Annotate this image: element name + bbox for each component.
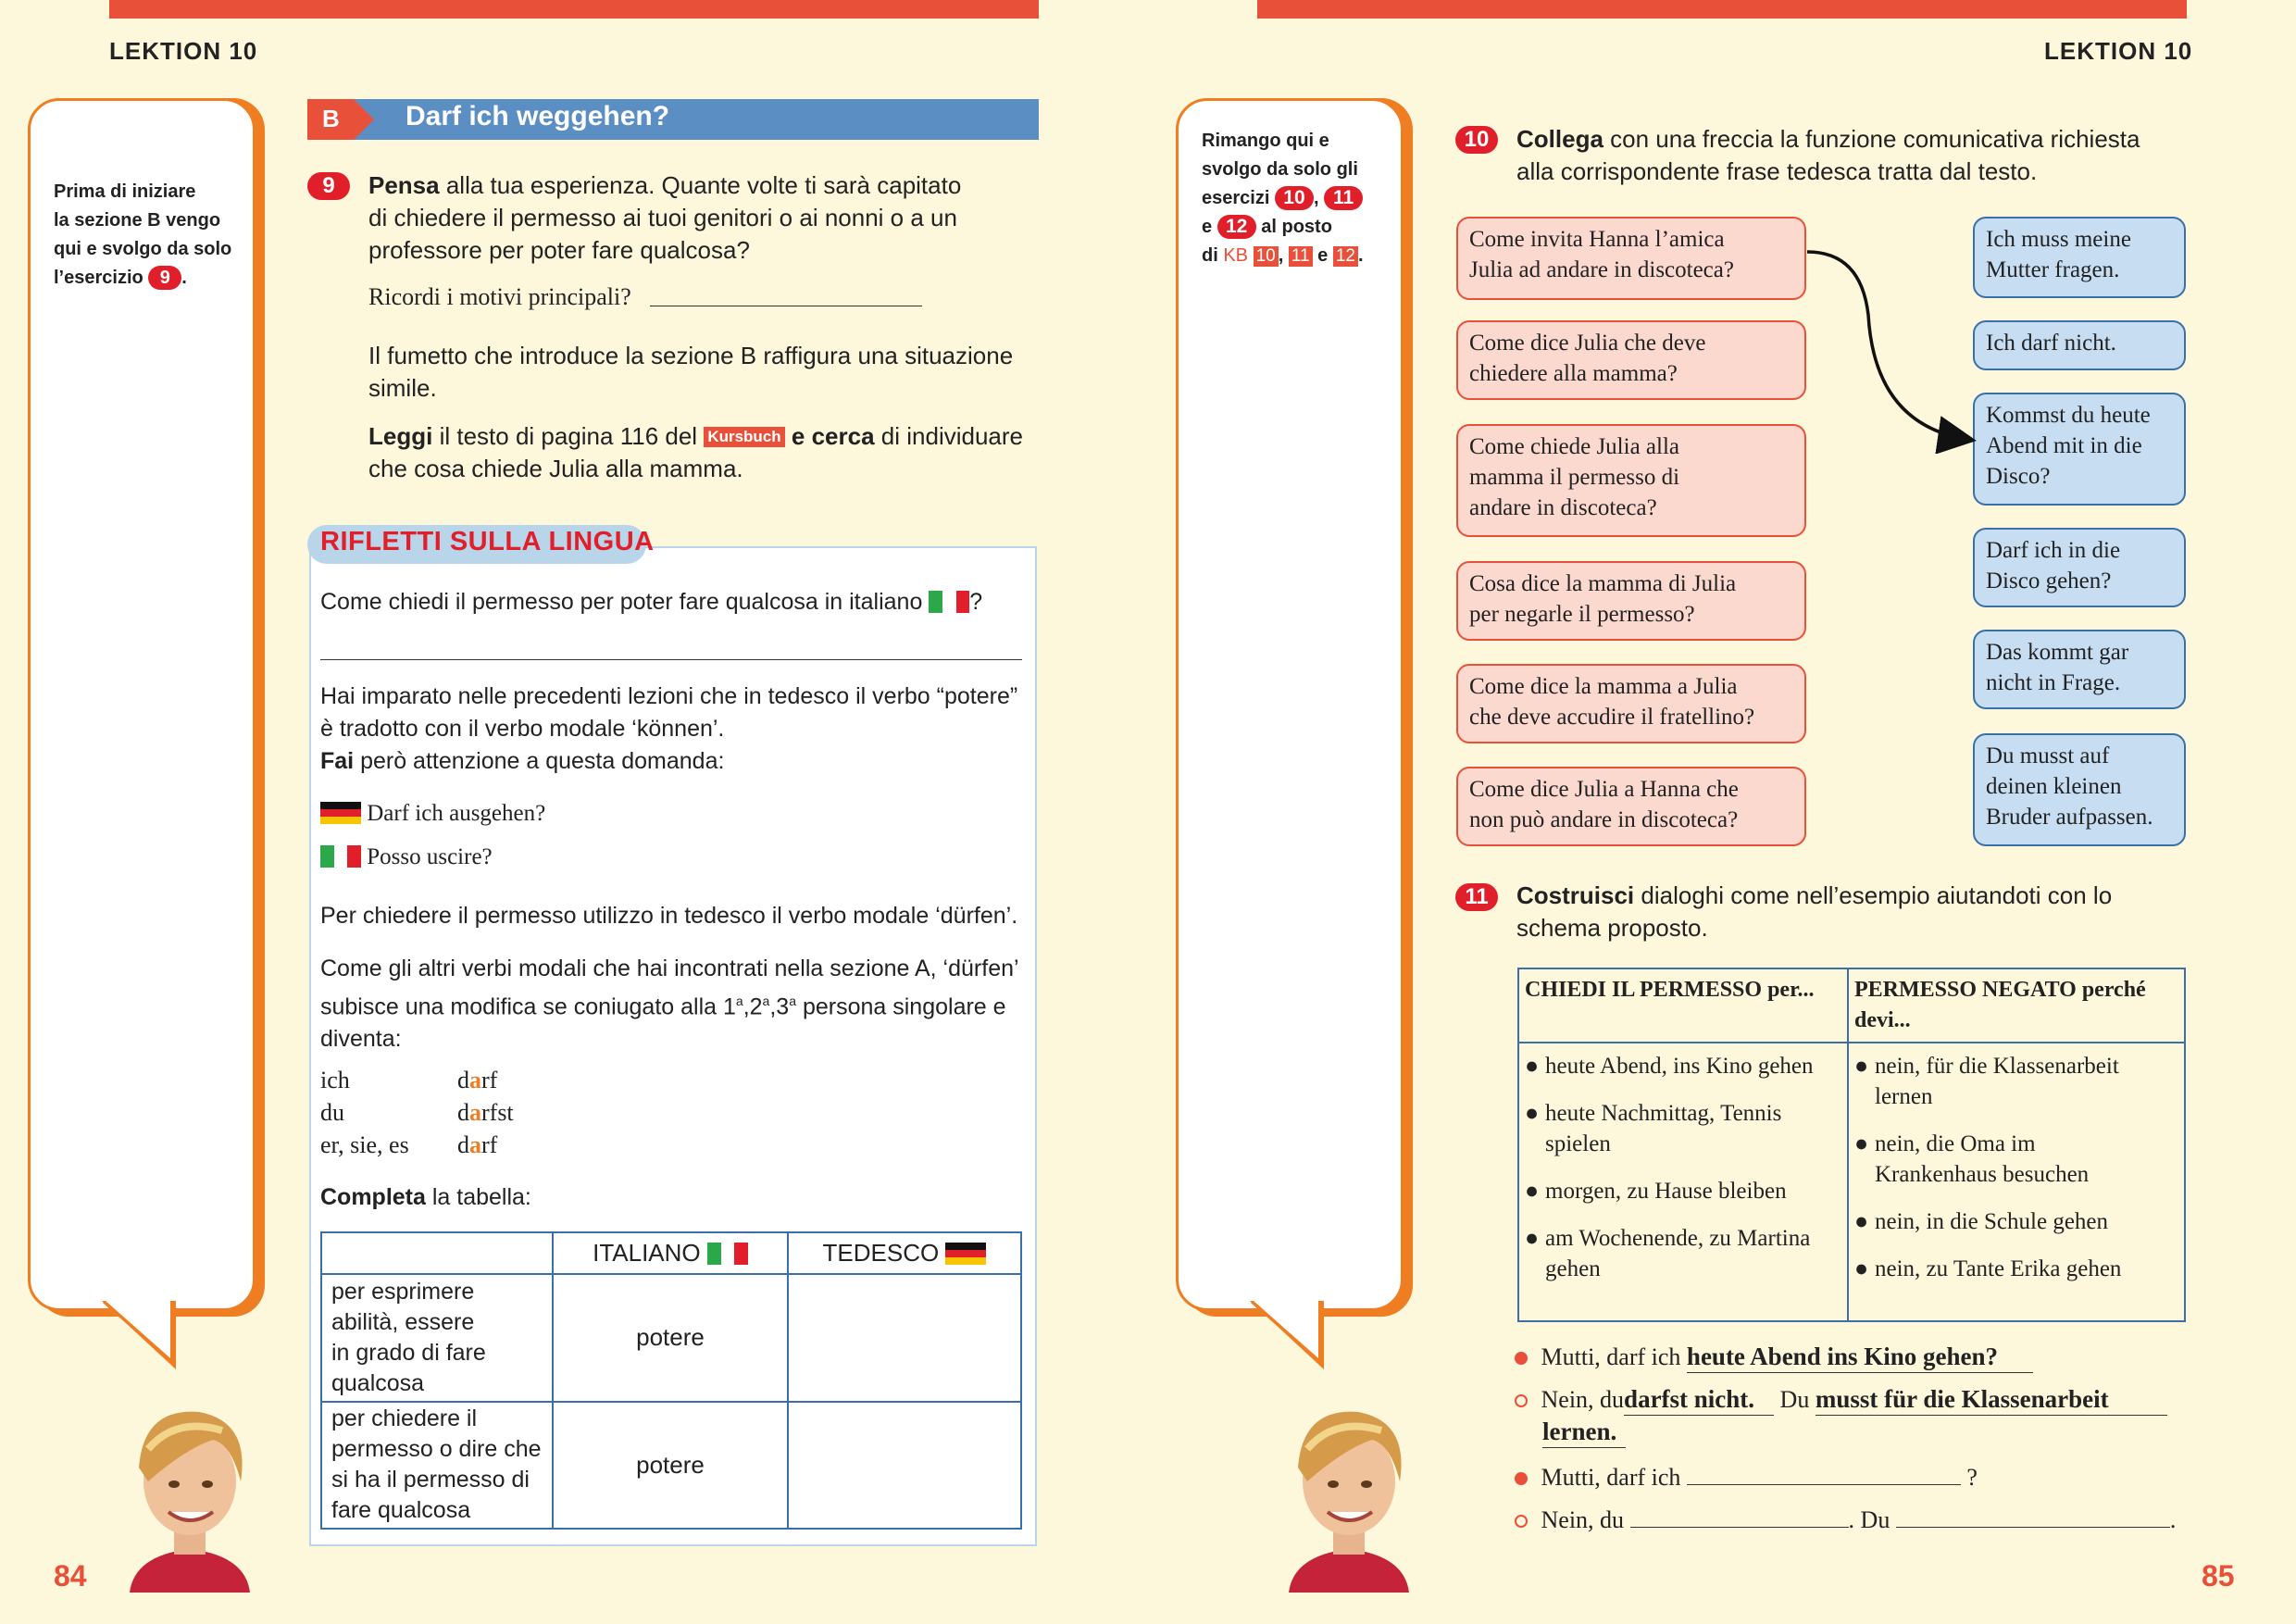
instruction-text: alla tua esperienza. Quante volte ti sarà capitato bbox=[445, 171, 962, 199]
right-bubble-line: e bbox=[1202, 217, 1213, 237]
table-cell-tedesco-answer[interactable] bbox=[788, 1274, 1021, 1402]
answer-blank[interactable] bbox=[1630, 1505, 1849, 1528]
bullet-icon: ● bbox=[1854, 1256, 1869, 1281]
verb-part: rf bbox=[481, 1131, 498, 1158]
list-item-text: Krankenhaus besuchen bbox=[1875, 1162, 2090, 1187]
row-label-line: fare qualcosa bbox=[331, 1497, 471, 1524]
phrase-line: nicht in Frage. bbox=[1986, 670, 2121, 695]
dialog-line bbox=[1515, 1505, 2200, 1536]
list-item-text: heute Nachmittag, Tennis bbox=[1545, 1101, 1782, 1126]
instruction-text: di chiedere il permesso ai tuoi genitori o ai nonni o a un bbox=[368, 204, 957, 231]
table-cell-tedesco-answer[interactable] bbox=[788, 1402, 1021, 1530]
instruction-text: con una freccia la funzione comunicativa richiesta bbox=[1610, 125, 2140, 153]
dialog-mid: . Du bbox=[1848, 1506, 1890, 1533]
rifletti-paragraph-1 bbox=[320, 681, 1017, 778]
exercise-badge: 9 bbox=[148, 266, 181, 290]
german-phrase-box[interactable] bbox=[1973, 320, 2186, 370]
paragraph-line: simile. bbox=[368, 374, 437, 402]
dialog-example bbox=[1515, 1341, 2200, 1536]
german-phrase-box[interactable] bbox=[1973, 733, 2186, 846]
list-item bbox=[1525, 1223, 1841, 1284]
ordinal-sup: a bbox=[789, 993, 796, 1008]
paragraph-line: però attenzione a questa domanda: bbox=[360, 748, 725, 774]
function-box[interactable] bbox=[1456, 217, 1806, 300]
rifletti-label: RIFLETTI SULLA LINGUA bbox=[320, 527, 655, 556]
row-label-line: abilità, essere bbox=[331, 1308, 475, 1335]
section-letter-badge bbox=[307, 99, 374, 140]
left-bubble-line: l’esercizio bbox=[54, 268, 144, 288]
function-line: chiedere alla mamma? bbox=[1469, 361, 1678, 386]
germany-flag-icon bbox=[320, 802, 361, 824]
boy-avatar-right bbox=[1270, 1393, 1428, 1593]
exercise-10-instructions bbox=[1516, 123, 2140, 188]
list-item-text: morgen, zu Hause bleiben bbox=[1545, 1179, 1787, 1204]
function-line: Julia ad andare in discoteca? bbox=[1469, 257, 1734, 282]
kursbuch-badge: Kursbuch bbox=[704, 427, 784, 447]
verb-vowel: a bbox=[469, 1067, 481, 1093]
separator: , bbox=[1278, 245, 1284, 266]
function-box[interactable] bbox=[1456, 424, 1806, 537]
lektion-header-left: LEKTION 10 bbox=[109, 37, 258, 65]
phrase-line: Mutter fragen. bbox=[1986, 257, 2120, 282]
list-item-text: heute Abend, ins Kino gehen bbox=[1545, 1054, 1814, 1079]
dialog-suffix: ? bbox=[1966, 1464, 1978, 1491]
list-item bbox=[1525, 1051, 1841, 1081]
pronoun: du bbox=[320, 1099, 344, 1126]
list-item bbox=[1854, 1254, 2178, 1284]
function-line: andare in discoteca? bbox=[1469, 495, 1657, 520]
exercise-number-10: 10 bbox=[1455, 126, 1498, 154]
function-line: che deve accudire il fratellino? bbox=[1469, 705, 1755, 730]
top-bar-right bbox=[1257, 0, 2187, 19]
bullet-icon: ● bbox=[1525, 1226, 1540, 1251]
italy-flag-icon bbox=[320, 844, 361, 867]
german-question bbox=[320, 797, 545, 830]
list-item bbox=[1525, 1176, 1841, 1206]
exercise-9-instructions bbox=[368, 169, 961, 267]
answer-bullet-icon bbox=[1515, 1515, 1528, 1528]
list-item bbox=[1854, 1206, 2178, 1237]
paragraph-line: che cosa chiede Julia alla mamma. bbox=[368, 455, 743, 482]
phrase-line: Ich muss meine bbox=[1986, 227, 2131, 252]
table-header-italiano bbox=[553, 1232, 788, 1274]
dialog-prefix: Mutti, darf ich bbox=[1541, 1343, 1681, 1370]
right-bubble-line: al posto bbox=[1261, 217, 1332, 237]
answer-bullet-icon bbox=[1515, 1394, 1528, 1407]
right-bubble-line: di bbox=[1202, 245, 1218, 266]
function-line: Come chiede Julia alla bbox=[1469, 434, 1680, 459]
right-bubble-line: svolgo da solo gli bbox=[1202, 159, 1358, 180]
example-answer: darfst nicht. bbox=[1624, 1383, 1774, 1416]
verb-part: rf bbox=[481, 1067, 498, 1093]
function-line: non può andare in discoteca? bbox=[1469, 807, 1739, 832]
paragraph-line: Come gli altri verbi modali che hai incontrati nella sezione A, ‘dürfen’ bbox=[320, 956, 1019, 981]
kb-badge: 11 bbox=[1289, 246, 1313, 267]
italy-flag-icon bbox=[929, 590, 969, 612]
exercise-badge: 12 bbox=[1217, 215, 1256, 239]
row-label-line: si ha il permesso di bbox=[331, 1467, 530, 1493]
header-line: PERMESSO NEGATO perché bbox=[1854, 978, 2146, 1002]
instruction-verb: Completa bbox=[320, 1184, 426, 1210]
rifletti-question bbox=[320, 586, 982, 618]
dialog-line bbox=[1542, 1416, 2200, 1462]
instruction-verb: Pensa bbox=[368, 171, 440, 199]
function-line: mamma il permesso di bbox=[1469, 465, 1680, 490]
question-end: ? bbox=[969, 589, 983, 615]
rifletti-answer-line[interactable] bbox=[320, 659, 1022, 660]
pronoun: er, sie, es bbox=[320, 1131, 409, 1158]
dialog-prefix: Du bbox=[1779, 1386, 1810, 1413]
top-bar-left bbox=[109, 0, 1039, 19]
instruction-verb: Costruisci bbox=[1516, 881, 1635, 909]
phrase-line: Darf ich in die bbox=[1986, 538, 2121, 563]
instruction-text: il testo di pagina 116 del bbox=[439, 422, 698, 450]
instruction-text: alla corrispondente frase tedesca tratta dal testo. bbox=[1516, 157, 2038, 185]
bullet-icon: ● bbox=[1525, 1054, 1540, 1079]
list-item-text: am Wochenende, zu Martina bbox=[1545, 1226, 1811, 1251]
exercise-11-instructions bbox=[1516, 880, 2112, 944]
kb-label: KB bbox=[1223, 245, 1249, 266]
verb-part: d bbox=[457, 1067, 469, 1093]
paragraph-line: subisce una modifica se coniugato alla 1 bbox=[320, 993, 736, 1020]
list-item-text: nein, zu Tante Erika gehen bbox=[1875, 1256, 2122, 1281]
list-item-text: nein, für die Klassenarbeit bbox=[1875, 1054, 2119, 1079]
list-item bbox=[1525, 1098, 1841, 1159]
phrase-line: Bruder aufpassen. bbox=[1986, 805, 2153, 830]
paragraph-line: diventa: bbox=[320, 1026, 402, 1053]
table-cell-italiano: potere bbox=[553, 1274, 788, 1402]
dialog-prefix: Nein, du bbox=[1541, 1386, 1625, 1413]
right-bubble-line: esercizi bbox=[1202, 188, 1270, 208]
instruction-verb: Collega bbox=[1516, 125, 1603, 153]
instruction-verb: Fai bbox=[320, 748, 355, 774]
italian-question-text: Posso uscire? bbox=[367, 844, 493, 869]
example-answer: heute Abend ins Kino gehen? bbox=[1687, 1341, 2033, 1373]
phrase-line: Disco? bbox=[1986, 464, 2051, 489]
dialog-line bbox=[1515, 1383, 2200, 1416]
conjugation-row bbox=[320, 1096, 514, 1129]
dialog-prefix: Nein, du bbox=[1541, 1506, 1625, 1533]
function-box[interactable] bbox=[1456, 561, 1806, 641]
row-label-line: per esprimere bbox=[331, 1278, 475, 1305]
question-text: Come chiedi il permesso per poter fare qualcosa in italiano bbox=[320, 589, 923, 615]
left-bubble-line: . bbox=[181, 268, 187, 288]
phrase-line: Das kommt gar bbox=[1986, 640, 2129, 665]
table-row bbox=[321, 1274, 1021, 1402]
verb-vowel: a bbox=[469, 1099, 481, 1126]
header-line: devi... bbox=[1854, 1008, 1911, 1032]
modal-verb-table bbox=[320, 1231, 1022, 1530]
exercise-badge: 10 bbox=[1275, 186, 1314, 210]
request-list bbox=[1518, 1043, 1848, 1321]
completa-instruction bbox=[320, 1181, 531, 1214]
table-header-chiedi: CHIEDI IL PERMESSO per... bbox=[1518, 968, 1848, 1043]
table-header-negato bbox=[1848, 968, 2185, 1043]
exercise-badge: 11 bbox=[1324, 186, 1363, 210]
page-number-left: 84 bbox=[54, 1559, 87, 1593]
section-title: Darf ich weggehen? bbox=[406, 101, 670, 131]
kb-badge: 12 bbox=[1333, 246, 1358, 267]
separator: , bbox=[1313, 188, 1319, 208]
instruction-text: la tabella: bbox=[431, 1184, 531, 1210]
ricordi-prompt: Ricordi i motivi principali? bbox=[368, 283, 631, 310]
ordinal-sup: a bbox=[762, 993, 770, 1008]
conjugation-row bbox=[320, 1129, 514, 1161]
instruction-text: professore per poter fare qualcosa? bbox=[368, 236, 750, 264]
row-label-line: permesso o dire che bbox=[331, 1436, 542, 1463]
function-line: Come invita Hanna l’amica bbox=[1469, 227, 1725, 252]
german-phrase-box[interactable] bbox=[1973, 217, 2186, 298]
phrase-line: deinen kleinen bbox=[1986, 774, 2122, 799]
dialog-suffix: . bbox=[2169, 1506, 2177, 1533]
exercise-number-9: 9 bbox=[307, 172, 350, 200]
refusal-list bbox=[1848, 1043, 2185, 1321]
bullet-icon: ● bbox=[1525, 1101, 1540, 1126]
verb-vowel: a bbox=[469, 1131, 481, 1158]
row-label-line: per chiedere il bbox=[331, 1405, 478, 1432]
paragraph-line: Il fumetto che introduce la sezione B raffigura una situazione bbox=[368, 342, 1014, 369]
row-label bbox=[321, 1402, 553, 1530]
answer-blank[interactable] bbox=[1687, 1463, 1961, 1485]
separator: . bbox=[1357, 245, 1364, 266]
table-header-empty bbox=[321, 1232, 553, 1274]
row-label-line: in grado di fare bbox=[331, 1339, 486, 1366]
paragraph-line: Hai imparato nelle precedenti lezioni che in tedesco il verbo “potere” bbox=[320, 683, 1018, 709]
function-box[interactable] bbox=[1456, 767, 1806, 846]
dialog-line bbox=[1515, 1462, 2200, 1505]
verb-part: d bbox=[457, 1131, 469, 1158]
phrase-line: Kommst du heute bbox=[1986, 403, 2151, 428]
function-line: per negarle il permesso? bbox=[1469, 602, 1695, 627]
kb-badge: 10 bbox=[1254, 246, 1279, 267]
separator: e bbox=[1317, 245, 1329, 266]
page-number-right: 85 bbox=[2202, 1559, 2235, 1593]
german-phrase-box[interactable] bbox=[1973, 393, 2186, 506]
phrase-line: Abend mit in die bbox=[1986, 433, 2142, 458]
function-line: Come dice Julia che deve bbox=[1469, 331, 1706, 356]
example-answer: musst für die Klassenarbeit bbox=[1816, 1383, 2167, 1416]
list-item-text: lernen bbox=[1875, 1084, 1933, 1109]
row-label bbox=[321, 1274, 553, 1402]
verb-part: d bbox=[457, 1099, 469, 1126]
conjugation-table bbox=[320, 1064, 514, 1161]
example-arrow bbox=[1796, 241, 1981, 454]
function-line: Come dice Julia a Hanna che bbox=[1469, 777, 1739, 802]
german-question-text: Darf ich ausgehen? bbox=[367, 801, 546, 826]
list-item-text: spielen bbox=[1545, 1131, 1611, 1156]
bullet-icon: ● bbox=[1854, 1054, 1869, 1079]
instruction-verb: Leggi bbox=[368, 422, 433, 450]
italy-flag-icon bbox=[707, 1243, 748, 1265]
fumetto-paragraph bbox=[368, 340, 1013, 405]
instruction-text: dialoghi come nell’esempio aiutandoti con lo bbox=[1641, 881, 2113, 909]
table-header-tedesco bbox=[788, 1232, 1021, 1274]
list-item-text: gehen bbox=[1545, 1256, 1601, 1281]
dialog-prefix: Mutti, darf ich bbox=[1541, 1464, 1681, 1491]
verb-part: rfst bbox=[481, 1099, 514, 1126]
leggi-paragraph bbox=[368, 420, 1023, 485]
conjugation-row bbox=[320, 1064, 514, 1096]
paragraph-line: è tradotto con il verbo modale ‘können’. bbox=[320, 716, 725, 742]
function-line: Cosa dice la mamma di Julia bbox=[1469, 571, 1737, 596]
german-phrase-box[interactable] bbox=[1973, 630, 2186, 709]
bullet-icon: ● bbox=[1854, 1131, 1869, 1156]
instruction-verb: e cerca bbox=[791, 422, 875, 450]
table-cell-italiano: potere bbox=[553, 1402, 788, 1530]
column-label: TEDESCO bbox=[822, 1239, 940, 1267]
section-letter: B bbox=[322, 105, 340, 132]
rifletti-paragraph-2: Per chiedere il permesso utilizzo in tedesco il verbo modale ‘dürfen’. bbox=[320, 903, 1018, 929]
exercise-number-11: 11 bbox=[1455, 883, 1498, 911]
german-phrase-box[interactable] bbox=[1973, 528, 2186, 607]
ordinal-sup: a bbox=[735, 993, 743, 1008]
bullet-icon: ● bbox=[1854, 1209, 1869, 1234]
example-answer: lernen. bbox=[1542, 1416, 1626, 1448]
phrase-line: Disco gehen? bbox=[1986, 568, 2112, 593]
right-bubble-line: Rimango qui e bbox=[1202, 131, 1329, 151]
list-item-text: nein, die Oma im bbox=[1875, 1131, 2036, 1156]
instruction-text: di individuare bbox=[880, 422, 1023, 450]
list-item-text: nein, in die Schule gehen bbox=[1875, 1209, 2109, 1234]
dialog-scheme-table bbox=[1517, 968, 2186, 1322]
bullet-icon: ● bbox=[1525, 1179, 1540, 1204]
italian-question bbox=[320, 841, 493, 873]
function-line: Come dice la mamma a Julia bbox=[1469, 674, 1738, 699]
list-item bbox=[1854, 1129, 2178, 1190]
germany-flag-icon bbox=[945, 1243, 986, 1265]
phrase-line: Du musst auf bbox=[1986, 743, 2110, 768]
lektion-header-right: LEKTION 10 bbox=[2044, 37, 2193, 65]
dialog-line bbox=[1515, 1341, 2200, 1383]
instruction-text: schema proposto. bbox=[1516, 914, 1708, 942]
list-item bbox=[1854, 1051, 2178, 1112]
left-bubble-line: la sezione B vengo bbox=[54, 210, 221, 231]
phrase-line: Ich darf nicht. bbox=[1986, 331, 2116, 356]
question-bullet-icon bbox=[1515, 1352, 1528, 1365]
question-bullet-icon bbox=[1515, 1472, 1528, 1485]
left-bubble-line: Prima di iniziare bbox=[54, 181, 196, 202]
function-box[interactable] bbox=[1456, 320, 1806, 400]
pronoun: ich bbox=[320, 1067, 350, 1093]
function-box[interactable] bbox=[1456, 664, 1806, 743]
left-bubble-line: qui e svolgo da solo bbox=[54, 239, 232, 259]
row-label-line: qualcosa bbox=[331, 1369, 425, 1396]
table-row bbox=[321, 1402, 1021, 1530]
answer-blank[interactable] bbox=[1896, 1505, 2170, 1528]
rifletti-paragraph-3: Come gli altri verbi modali che hai incontrati nella sezione A, ‘dürfen’ subisce una modifica se coniugato alla 1$^a$,2$^a$,3$^a$ persona singolare e diventa: bbox=[320, 953, 1019, 1056]
column-label: ITALIANO bbox=[593, 1239, 701, 1267]
boy-avatar-left bbox=[111, 1393, 268, 1593]
paragraph-line: persona singolare e bbox=[802, 993, 1006, 1020]
